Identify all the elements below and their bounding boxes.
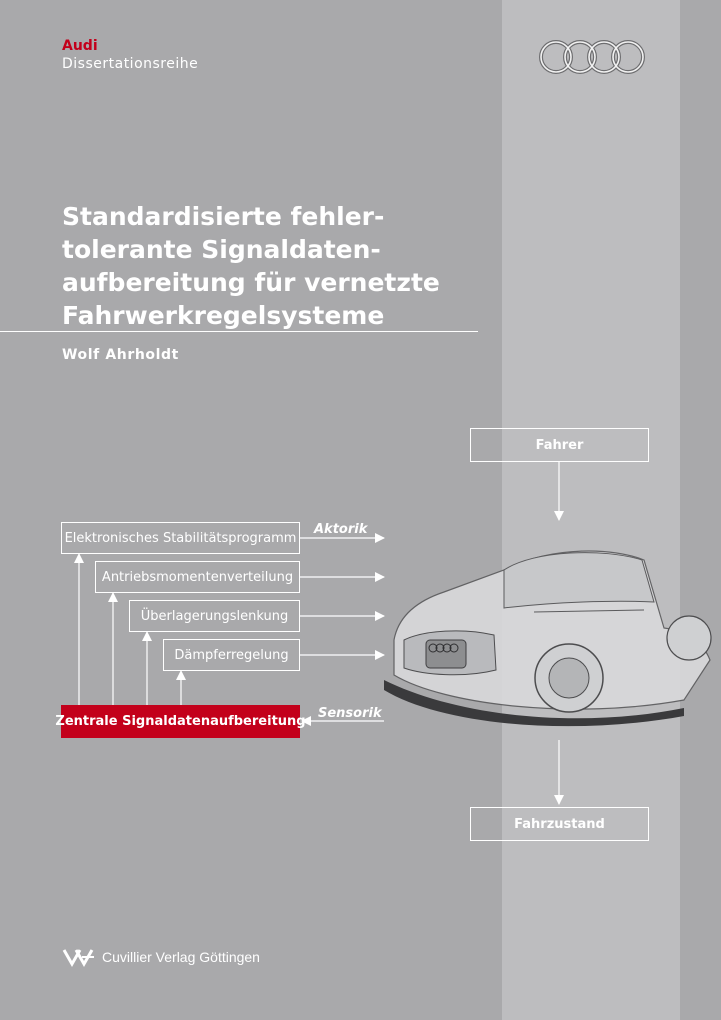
system-esp: Elektronisches Stabilitätsprogramm (61, 522, 300, 554)
system-superimposed-steering: Überlagerungslenkung (129, 600, 300, 632)
system-torque-distribution: Antriebsmomentenverteilung (95, 561, 300, 593)
title-line-3: aufbereitung für vernetzte (62, 268, 440, 297)
author-name: Wolf Ahrholdt (62, 347, 179, 363)
driver-box: Fahrer (470, 428, 649, 462)
central-signal-processing: Zentrale Signaldatenaufbereitung (61, 705, 300, 738)
title-line-1: Standardisierte fehler- (62, 202, 385, 231)
series-brand: Audi (62, 38, 98, 54)
title-line-2: tolerante Signaldaten- (62, 235, 381, 264)
system-damper-control: Dämpferregelung (163, 639, 300, 671)
title-line-4: Fahrwerkregelsysteme (62, 301, 385, 330)
sensor-label: Sensorik (318, 706, 382, 721)
actuator-label: Aktorik (314, 522, 368, 537)
car-sketch-image (384, 530, 714, 730)
cuvillier-logo-icon (62, 946, 96, 968)
publisher-name: Cuvillier Verlag Göttingen (102, 949, 260, 965)
series-name: Dissertationsreihe (62, 56, 199, 72)
vehicle-state-box: Fahrzustand (470, 807, 649, 841)
publisher (62, 946, 260, 968)
